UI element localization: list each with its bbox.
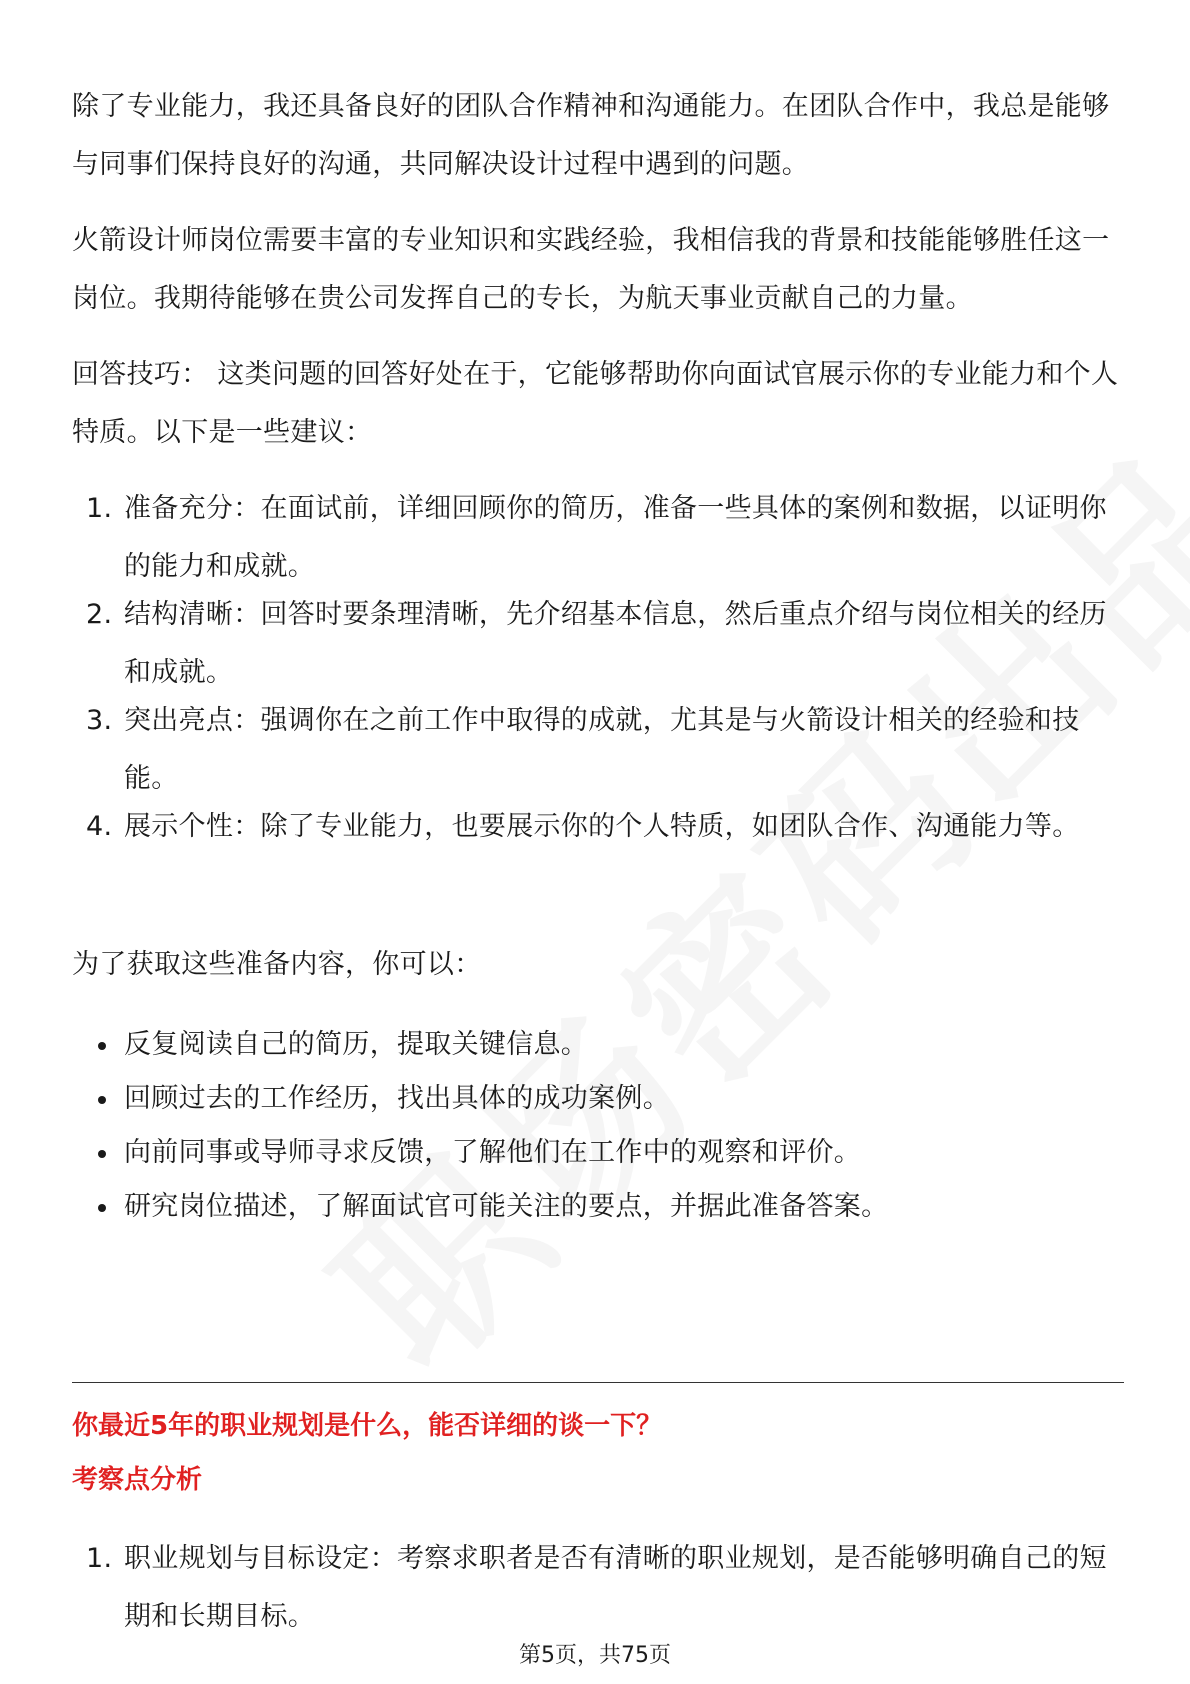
list-item [72, 1070, 1124, 1124]
list-number: 3. [86, 705, 113, 736]
list-item [72, 1178, 1124, 1232]
paragraph-qualification: 火箭设计师岗位需要丰富的专业知识和实践经验，我相信我的背景和技能能够胜任这一岗位。我期待能够在贵公司发挥自己的专长，为航天事业贡献自己的力量。 [72, 225, 1110, 314]
paragraph-teamwork: 除了专业能力，我还具备良好的团队合作精神和沟通能力。在团队合作中，我总是能够与同事们保持良好的沟通，共同解决设计过程中遇到的问题。 [72, 91, 1110, 180]
list-item-text: 向前同事或导师寻求反馈，了解他们在工作中的观察和评价。 [124, 1137, 862, 1168]
list-number: 1. [86, 493, 113, 524]
tips-list [72, 480, 1124, 904]
analysis-heading: 考察点分析 [72, 1465, 203, 1495]
paragraph-answer-tips: 回答技巧： 这类问题的回答好处在于，它能够帮助你向面试官展示你的专业能力和个人特质。以下是一些建议： [72, 359, 1119, 448]
list-item [72, 1124, 1124, 1178]
bullet-icon [98, 1096, 106, 1104]
page-footer: 第5页，共75页 [519, 1643, 671, 1668]
list-item-text: 反复阅读自己的简历，提取关键信息。 [124, 1029, 589, 1060]
list-item-text: 研究岗位描述，了解面试官可能关注的要点，并据此准备答案。 [124, 1191, 889, 1222]
analysis-points-list [72, 1530, 1124, 1646]
list-item-text: 准备充分：在面试前，详细回顾你的简历，准备一些具体的案例和数据，以证明你的能力和成就。 [124, 493, 1107, 582]
section-divider [72, 1382, 1124, 1383]
list-item [72, 480, 1124, 586]
list-item [72, 586, 1124, 692]
list-item [72, 692, 1124, 798]
list-item [72, 1530, 1124, 1646]
list-item-text: 回顾过去的工作经历，找出具体的成功案例。 [124, 1083, 670, 1114]
list-item [72, 798, 1124, 904]
question-title: 你最近5年的职业规划是什么，能否详细的谈一下？ [72, 1411, 663, 1441]
list-item-text: 突出亮点：强调你在之前工作中取得的成就，尤其是与火箭设计相关的经验和技能。 [124, 705, 1080, 794]
paragraph-preparation: 为了获取这些准备内容，你可以： [72, 949, 482, 980]
list-item-text: 结构清晰：回答时要条理清晰，先介绍基本信息，然后重点介绍与岗位相关的经历和成就。 [124, 599, 1107, 688]
list-number: 2. [86, 599, 113, 630]
bullet-list [72, 1016, 1124, 1232]
bullet-icon [98, 1150, 106, 1158]
list-item-text: 职业规划与目标设定：考察求职者是否有清晰的职业规划，是否能够明确自己的短期和长期目标。 [124, 1543, 1107, 1632]
list-item-text: 展示个性：除了专业能力，也要展示你的个人特质，如团队合作、沟通能力等。 [124, 811, 1080, 842]
list-number: 1. [86, 1543, 113, 1574]
bullet-icon [98, 1042, 106, 1050]
list-item [72, 1016, 1124, 1070]
bullet-icon [98, 1204, 106, 1212]
list-number: 4. [86, 811, 113, 842]
